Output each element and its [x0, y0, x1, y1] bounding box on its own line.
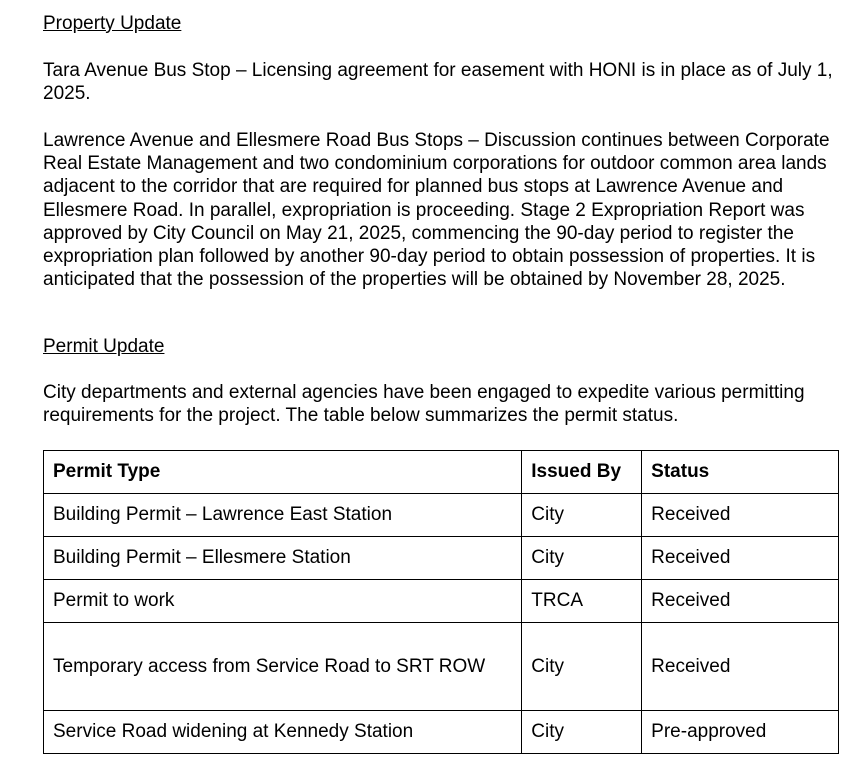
permit-type-cell: Building Permit – Ellesmere Station — [44, 537, 522, 580]
permit-update-heading: Permit Update — [43, 336, 165, 357]
status-cell: Received — [642, 537, 839, 580]
permit-status-table — [43, 450, 839, 754]
table-row — [44, 494, 839, 537]
permit-type-cell: Building Permit – Lawrence East Station — [44, 494, 522, 537]
issued-by-cell: City — [522, 711, 642, 754]
column-header-status: Status — [642, 451, 839, 494]
permit-type-cell: Permit to work — [44, 580, 522, 623]
issued-by-cell: City — [522, 494, 642, 537]
table-row — [44, 580, 839, 623]
table-row — [44, 711, 839, 754]
table-row — [44, 623, 839, 711]
permit-intro-paragraph: City departments and external agencies have been engaged to expedite various permitting requirements for the project. The table below summarizes the permit status. — [43, 382, 805, 427]
status-cell: Received — [642, 623, 839, 711]
tara-avenue-paragraph: Tara Avenue Bus Stop – Licensing agreement for easement with HONI is in place as of July 1, 2025. — [43, 60, 833, 105]
property-update-heading: Property Update — [43, 13, 182, 34]
status-cell: Received — [642, 494, 839, 537]
issued-by-cell: City — [522, 537, 642, 580]
permit-type-cell: Service Road widening at Kennedy Station — [44, 711, 522, 754]
issued-by-cell: City — [522, 623, 642, 711]
status-cell: Pre-approved — [642, 711, 839, 754]
issued-by-cell: TRCA — [522, 580, 642, 623]
status-cell: Received — [642, 580, 839, 623]
column-header-issued-by: Issued By — [522, 451, 642, 494]
column-header-permit-type: Permit Type — [44, 451, 522, 494]
table-row — [44, 537, 839, 580]
table-header-row — [44, 451, 839, 494]
permit-type-cell: Temporary access from Service Road to SRT ROW — [44, 623, 522, 711]
lawrence-ellesmere-paragraph: Lawrence Avenue and Ellesmere Road Bus Stops – Discussion continues between Corporate Real Estate Management and two condominium corporations for outdoor common area lands adjacent to the corridor that are required for planned bus stops at Lawrence Avenue and Ellesmere Road. In parallel, expropriation is proceeding. Stage 2 Expropriation Report was approved by City Council on May 21, 2025, commencing the 90-day period to register the expropriation plan followed by another 90-day period to obtain possession of properties. It is anticipated that the possession of the properties will be obtained by November 28, 2025. — [43, 130, 830, 291]
